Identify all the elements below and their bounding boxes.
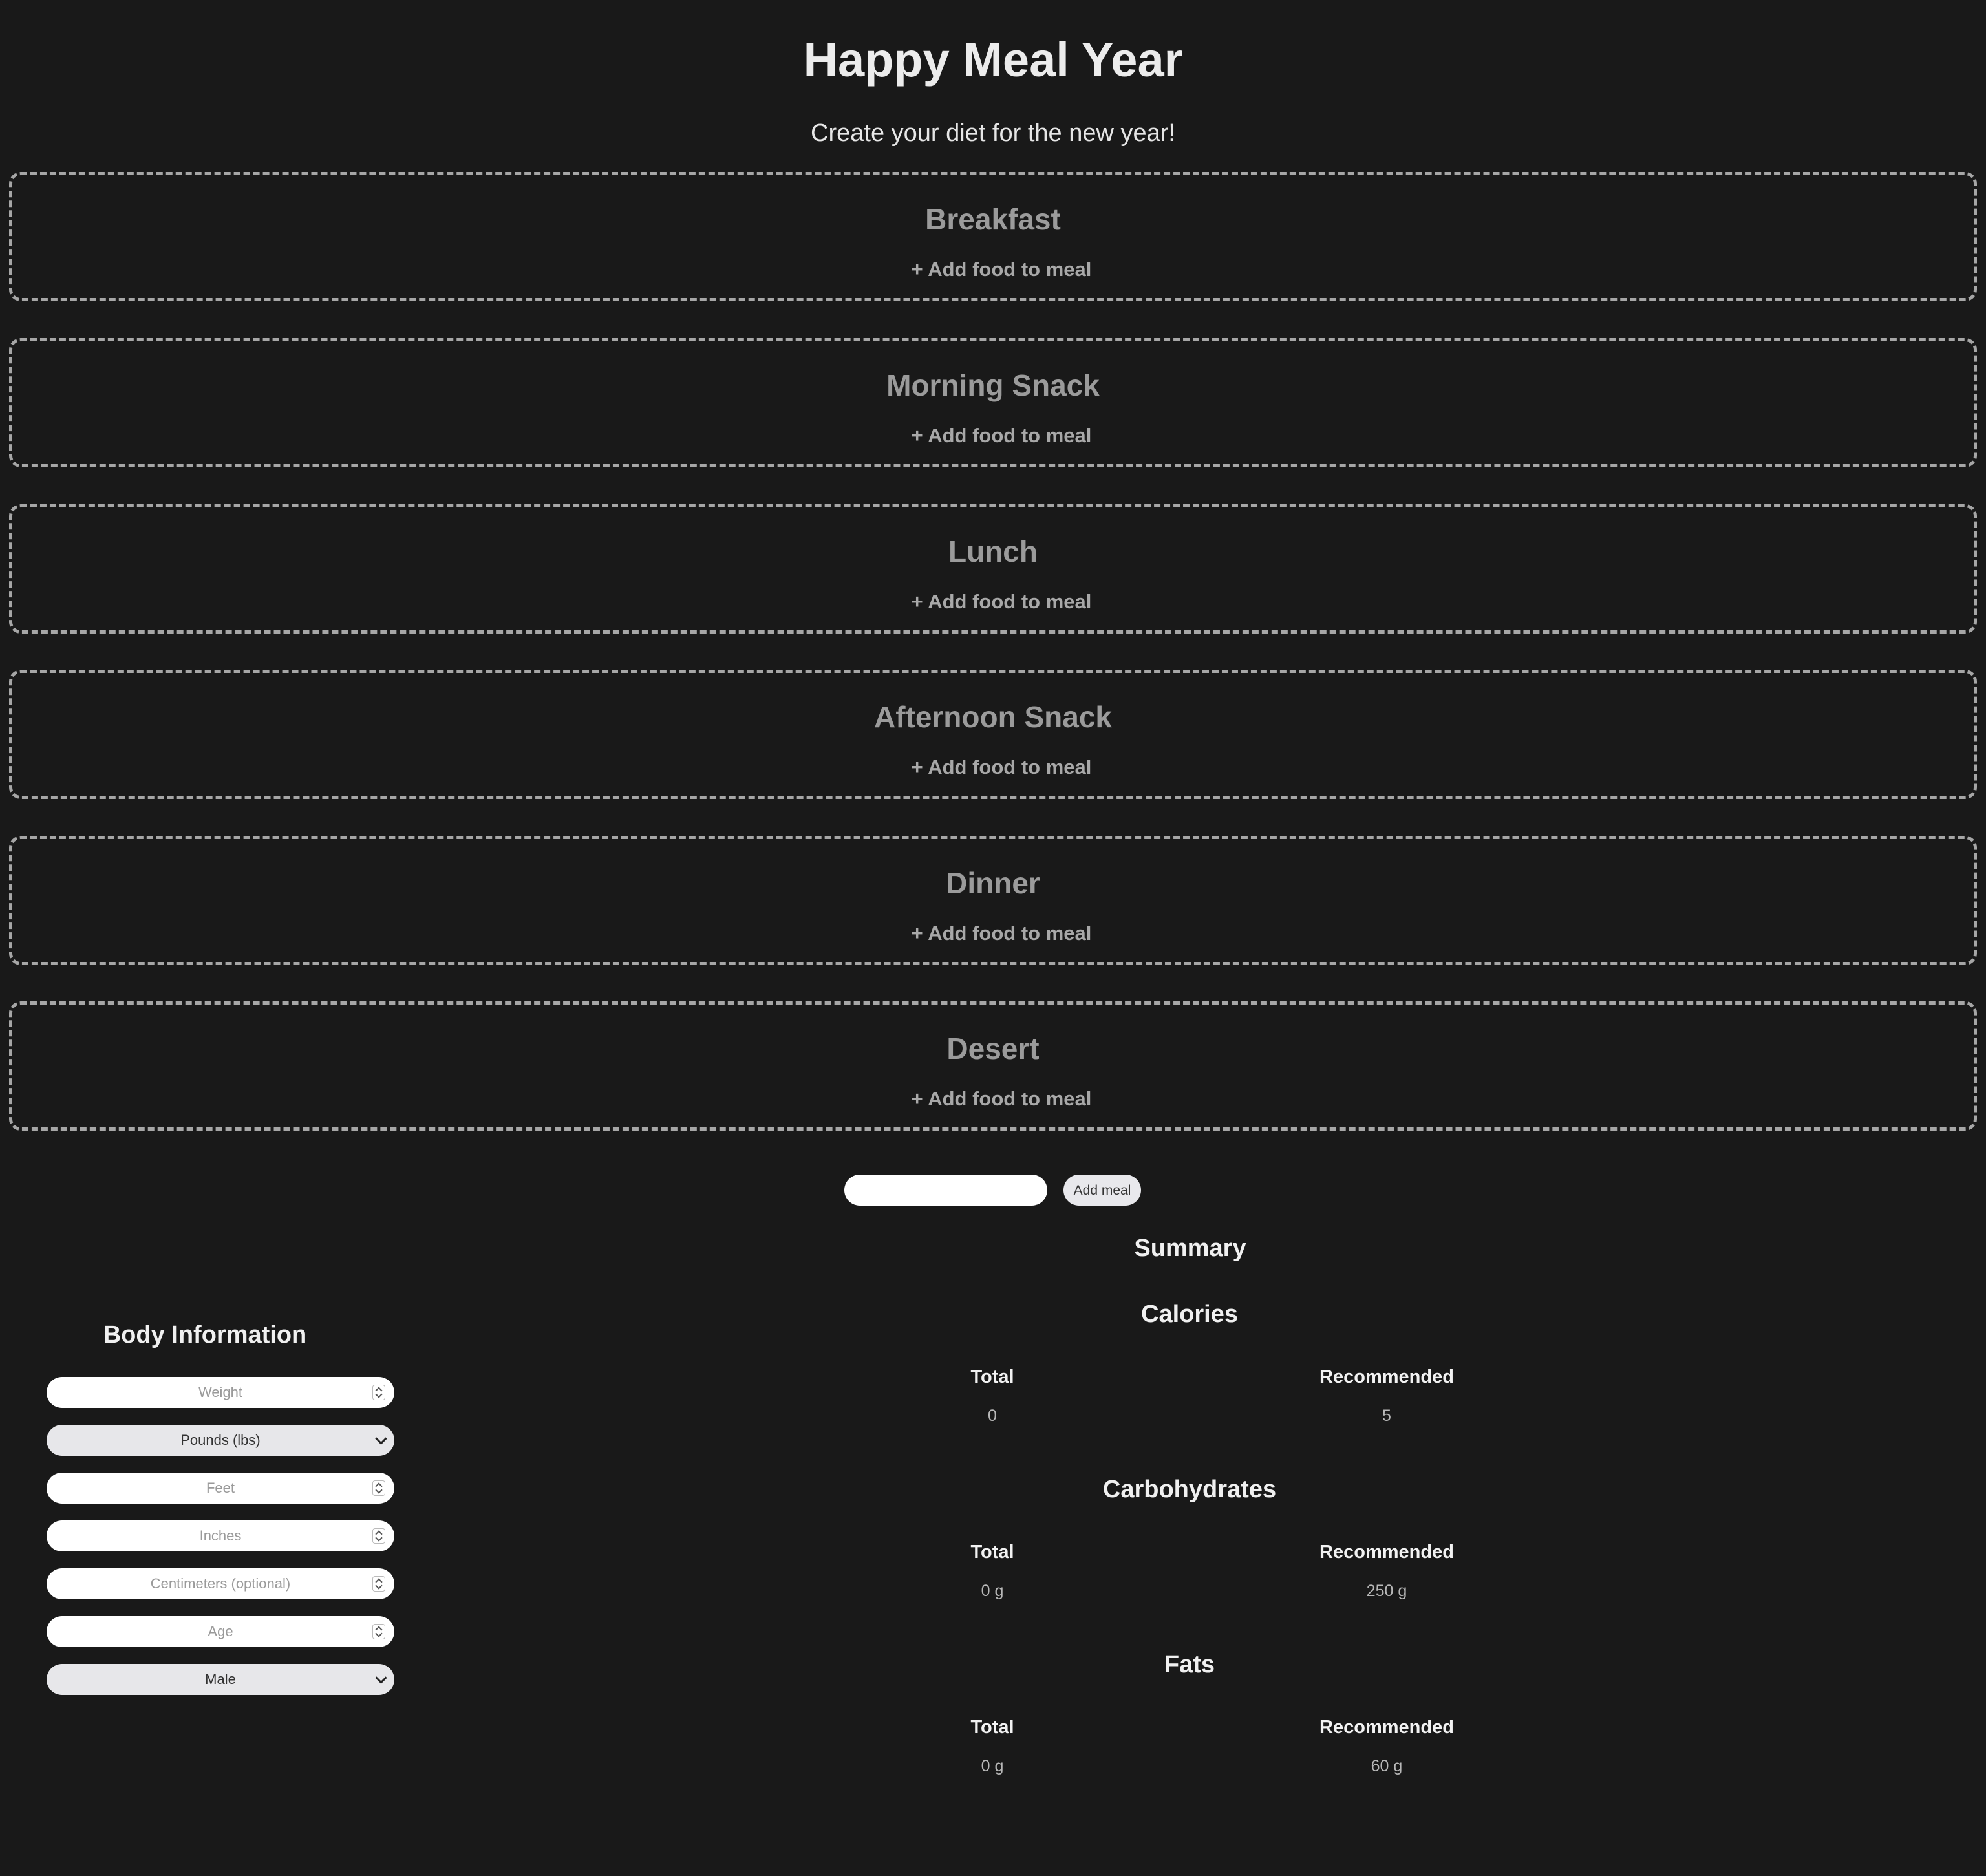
- age-input[interactable]: [47, 1616, 394, 1647]
- stepper-icon[interactable]: [372, 1480, 385, 1496]
- meal-card-dinner: [9, 836, 1977, 965]
- weight-unit-value: Pounds (lbs): [180, 1432, 261, 1448]
- weight-unit-select[interactable]: [47, 1425, 394, 1456]
- weight-input[interactable]: [47, 1377, 394, 1408]
- fats-recommended-label: Recommended: [1319, 1717, 1454, 1738]
- inches-input[interactable]: [47, 1520, 394, 1551]
- fats-title: Fats: [1164, 1651, 1215, 1678]
- carbohydrates-total-label: Total: [970, 1542, 1014, 1562]
- meal-card-morning-snack: [9, 338, 1977, 467]
- carbohydrates-recommended-label: Recommended: [1319, 1542, 1454, 1562]
- carbohydrates-title: Carbohydrates: [1102, 1476, 1277, 1503]
- carbohydrates-total-value: 0 g: [981, 1582, 1004, 1600]
- meal-title: Breakfast: [925, 202, 1061, 236]
- stepper-icon[interactable]: [372, 1624, 385, 1639]
- meal-title: Dinner: [946, 866, 1040, 900]
- calories-recommended-value: 5: [1382, 1407, 1391, 1425]
- add-food-button[interactable]: + Add food to meal: [911, 756, 1092, 778]
- meal-card-lunch: [9, 504, 1977, 634]
- meal-card-breakfast: [9, 172, 1977, 301]
- meal-title: Desert: [946, 1032, 1040, 1065]
- page-title: Happy Meal Year: [803, 33, 1183, 87]
- stepper-icon[interactable]: [372, 1528, 385, 1544]
- age-placeholder: Age: [208, 1623, 233, 1639]
- meal-title: Morning Snack: [886, 368, 1100, 402]
- body-information-title: Body Information: [103, 1321, 307, 1348]
- add-food-button[interactable]: + Add food to meal: [911, 922, 1092, 944]
- calories-total-label: Total: [970, 1367, 1014, 1387]
- meal-card-afternoon-snack: [9, 670, 1977, 799]
- summary-title: Summary: [1134, 1235, 1246, 1262]
- meal-name-input[interactable]: [844, 1175, 1047, 1206]
- add-meal-button[interactable]: Add meal: [1063, 1175, 1141, 1206]
- chevron-down-icon: [375, 1672, 387, 1683]
- calories-total-value: 0: [988, 1407, 997, 1425]
- meal-title: Lunch: [948, 535, 1038, 568]
- fats-recommended-value: 60 g: [1371, 1757, 1403, 1775]
- add-food-button[interactable]: + Add food to meal: [911, 424, 1092, 447]
- add-food-button[interactable]: + Add food to meal: [911, 590, 1092, 613]
- sex-select[interactable]: [47, 1664, 394, 1695]
- carbohydrates-recommended-value: 250 g: [1366, 1582, 1407, 1600]
- calories-recommended-label: Recommended: [1319, 1367, 1454, 1387]
- weight-placeholder: Weight: [198, 1384, 243, 1400]
- stepper-icon[interactable]: [372, 1576, 385, 1592]
- page-subtitle: Create your diet for the new year!: [811, 120, 1175, 147]
- centimeters-placeholder: Centimeters (optional): [150, 1575, 291, 1592]
- inches-placeholder: Inches: [199, 1528, 242, 1544]
- feet-input[interactable]: [47, 1473, 394, 1504]
- stepper-icon[interactable]: [372, 1385, 385, 1400]
- feet-placeholder: Feet: [206, 1480, 235, 1496]
- add-food-button[interactable]: + Add food to meal: [911, 1087, 1092, 1110]
- meal-card-desert: [9, 1001, 1977, 1131]
- centimeters-input[interactable]: [47, 1568, 394, 1599]
- meal-title: Afternoon Snack: [873, 700, 1113, 734]
- sex-value: Male: [205, 1671, 236, 1687]
- chevron-down-icon: [375, 1433, 387, 1444]
- fats-total-label: Total: [970, 1717, 1014, 1738]
- calories-title: Calories: [1141, 1301, 1238, 1328]
- add-food-button[interactable]: + Add food to meal: [911, 258, 1092, 281]
- fats-total-value: 0 g: [981, 1757, 1004, 1775]
